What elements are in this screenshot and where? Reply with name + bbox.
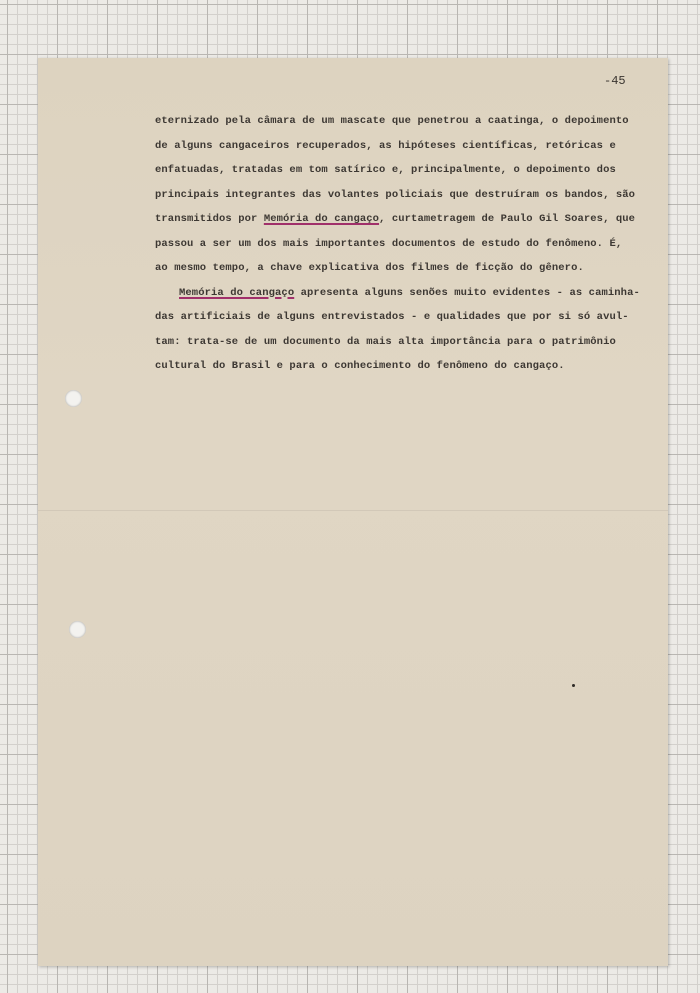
text-line [155,207,655,232]
paper-fold-line [38,510,668,511]
text-segment: apresenta alguns senões muito evidentes - as caminha- [294,286,640,299]
text-line: de alguns cangaceiros recuperados, as hipóteses científicas, retóricas e [155,139,616,152]
text-segment: , curtametragem de Paulo Gil Soares, que [379,213,636,225]
ink-speck [572,684,575,687]
text-line: eternizado pela câmara de um mascate que penetrou a caatinga, o depoimento [155,115,629,127]
body-text [155,109,655,379]
film-title-underlined: Memória do cangaço [179,286,295,299]
text-line: principais integrantes das volantes policiais que destruíram os bandos, são [155,188,636,201]
text-line: passou a ser um dos mais importantes documentos de estudo do fenômeno. É, [155,237,623,250]
page-number: -45 [604,74,626,88]
text-line: tam: trata-se de um documento da mais alta importância para o patrimônio [155,335,616,348]
text-line: das artificiais de alguns entrevistados - e qualidades que por si só avul- [155,311,629,323]
film-title-underlined: Memória do cangaço [263,213,380,225]
punch-hole [65,390,82,407]
text-line: cultural do Brasil e para o conhecimento do fenômeno do cangaço. [155,360,565,372]
typewritten-page [38,58,668,966]
text-line: ao mesmo tempo, a chave explicativa dos filmes de ficção do gênero. [155,262,584,274]
text-line: enfatuadas, tratadas em tom satírico e, principalmente, o depoimento dos [155,164,616,176]
text-segment: transmitidos por [155,213,264,225]
text-line [155,281,655,306]
punch-hole [69,621,86,638]
